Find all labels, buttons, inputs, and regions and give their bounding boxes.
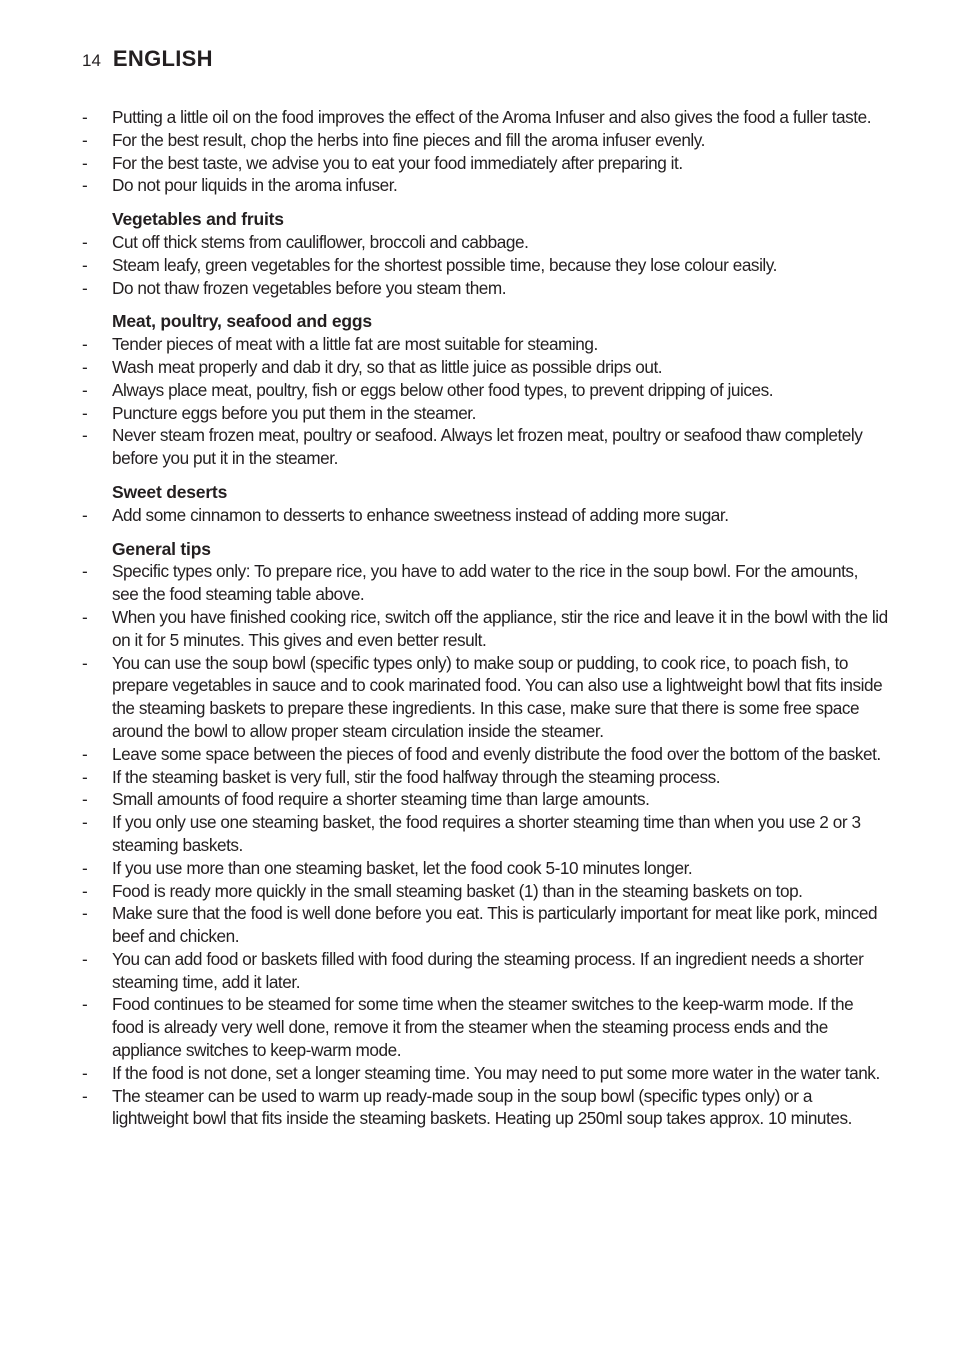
tips-section [82,481,888,527]
list-item [82,652,888,743]
list-item [82,333,888,356]
list-item [82,1062,888,1085]
bullet-dash: - [82,561,88,582]
bullet-dash: - [82,1085,88,1106]
list-item [82,277,888,300]
list-item-text: Putting a little oil on the food improves the effect of the Aroma Infuser and also gives the food a fuller taste. [112,107,872,127]
bullet-dash: - [82,356,88,377]
list-item-text: You can use the soup bowl (specific types only) to make soup or pudding, to cook rice, to poach fish, to prepare vegetables in sauce and to cook marinated food. You can also use a lightweight bowl that fits inside the steaming baskets to prepare these ingredients. In this case, make sure that there is some free space around the bowl to allow proper steam circulation inside the steamer. [112,652,883,741]
tips-content [82,106,888,1130]
list-item [82,902,888,948]
list-item-text: You can add food or baskets filled with food during the steaming process. If an ingredient needs a shorter steaming time, add it later. [112,948,864,992]
list-item [82,788,888,811]
list-item-text: Food is ready more quickly in the small steaming basket (1) than in the steaming baskets on top. [112,880,803,901]
bullet-dash: - [82,425,88,446]
bullet-dash: - [82,175,88,196]
bullet-dash: - [82,994,88,1015]
list-item [82,254,888,277]
list-item [82,424,888,470]
bullet-dash: - [82,379,88,400]
list-item [82,379,888,402]
section-heading: Meat, poultry, seafood and eggs [112,311,372,332]
list-item [82,356,888,379]
list-item [82,857,888,880]
list-item [82,880,888,903]
page-number: 14 [82,51,101,70]
list-item-text: Do not thaw frozen vegetables before you steam them. [112,277,507,298]
section-heading: General tips [112,538,211,559]
list-item [82,1085,888,1131]
list-item [82,993,888,1061]
list-item-text: Do not pour liquids in the aroma infuser. [112,175,398,196]
list-item [82,174,888,197]
language-heading: ENGLISH [112,46,213,71]
list-item-text: Puncture eggs before you put them in the steamer. [112,402,476,423]
list-item [82,152,888,175]
list-item-text: If you only use one steaming basket, the food requires a shorter steaming time than when you use 2 or 3 steaming baskets. [112,812,861,855]
bullet-dash: - [82,903,88,924]
tips-list [82,560,888,1130]
tips-section [82,106,888,197]
list-item-text: Specific types only: To prepare rice, you have to add water to the rice in the soup bowl. For the amounts, see the food steaming table above. [112,561,858,605]
bullet-dash: - [82,880,88,901]
list-item [82,606,888,652]
list-item [82,811,888,857]
list-item-text: Cut off thick stems from cauliflower, broccoli and cabbage. [112,231,529,252]
list-item-text: If the steaming basket is very full, stir the food halfway through the steaming process. [112,766,721,787]
list-item [82,743,888,766]
bullet-dash: - [82,504,88,525]
tips-list [82,504,888,527]
section-heading: Sweet deserts [112,481,228,502]
list-item-text: Small amounts of food require a shorter steaming time than large amounts. [112,789,650,810]
list-item-text: The steamer can be used to warm up ready-made soup in the soup bowl (specific types only) or a lightweight bowl that fits inside the steaming baskets. Heating up 250ml soup takes approx. 10 minutes. [112,1085,852,1129]
list-item [82,766,888,789]
tips-list [82,231,888,299]
list-item-text: For the best taste, we advise you to eat your food immediately after preparing it. [112,152,683,173]
list-item-text: Food continues to be steamed for some time when the steamer switches to the keep-warm mode. If the food is already very well done, remove it from the steamer when the steaming process ends and the appliance switches to keep-warm mode. [112,994,854,1061]
bullet-dash: - [82,129,88,150]
list-item-text: Make sure that the food is well done before you eat. This is particularly important for meat like pork, minced beef and chicken. [112,903,878,947]
bullet-dash: - [82,107,88,127]
bullet-dash: - [82,857,88,878]
bullet-dash: - [82,277,88,298]
list-item [82,106,888,129]
section-heading: Vegetables and fruits [112,209,284,230]
bullet-dash: - [82,402,88,423]
bullet-dash: - [82,606,88,627]
list-item-text: Always place meat, poultry, fish or eggs below other food types, to prevent dripping of juices. [112,379,774,400]
list-item-text: If you use more than one steaming basket, let the food cook 5-10 minutes longer. [112,857,693,878]
bullet-dash: - [82,1062,88,1083]
list-item-text: For the best result, chop the herbs into fine pieces and fill the aroma infuser evenly. [112,129,705,150]
tips-section [82,208,888,299]
bullet-dash: - [82,652,88,673]
list-item [82,504,888,527]
list-item-text: Tender pieces of meat with a little fat are most suitable for steaming. [112,334,598,355]
list-item-text: Wash meat properly and dab it dry, so that as little juice as possible drips out. [112,356,663,377]
list-item-text: If the food is not done, set a longer steaming time. You may need to put some more water in the water tank. [112,1062,880,1083]
list-item-text: When you have finished cooking rice, switch off the appliance, stir the rice and leave it in the bowl with the lid on it for 5 minutes. This gives and even better result. [112,606,888,650]
tips-list [82,333,888,470]
bullet-dash: - [82,948,88,969]
list-item-text: Add some cinnamon to desserts to enhance sweetness instead of adding more sugar. [112,504,729,525]
list-item-text: Never steam frozen meat, poultry or seafood. Always let frozen meat, poultry or seafood thaw completely before you put it in the steamer. [112,425,863,469]
bullet-dash: - [82,152,88,173]
bullet-dash: - [82,789,88,810]
list-item [82,231,888,254]
bullet-dash: - [82,254,88,275]
list-item-text: Steam leafy, green vegetables for the shortest possible time, because they lose colour easily. [112,254,777,275]
bullet-dash: - [82,766,88,787]
page-header [82,46,213,76]
list-item [82,129,888,152]
list-item [82,560,888,606]
list-item [82,402,888,425]
bullet-dash: - [82,812,88,833]
bullet-dash: - [82,743,88,764]
list-item [82,948,888,994]
tips-section [82,538,888,1131]
tips-list [82,106,888,197]
bullet-dash: - [82,231,88,252]
list-item-text: Leave some space between the pieces of food and evenly distribute the food over the bottom of the basket. [112,743,881,764]
tips-section [82,310,888,470]
bullet-dash: - [82,334,88,355]
